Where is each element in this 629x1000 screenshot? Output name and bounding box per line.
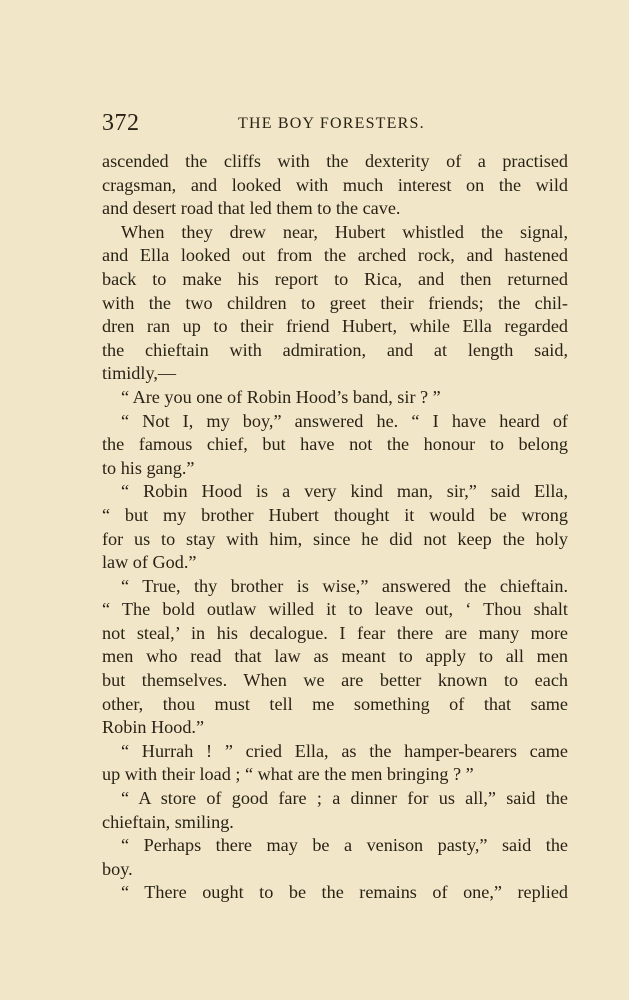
text-line: and desert road that led them to the cave. xyxy=(102,198,401,219)
text-line: “ There ought to be the remains of one,” replied xyxy=(121,882,568,903)
text-line: “ Are you one of Robin Hood’s band, sir ? ” xyxy=(121,386,441,407)
text-line: cragsman, and looked with much interest on the wild xyxy=(102,174,568,195)
text-line: up with their load ; “ what are the men bringing ? ” xyxy=(102,764,474,785)
text-line: the chieftain with admiration, and at length said, xyxy=(102,339,568,360)
text-line: but themselves. When we are better known to each xyxy=(102,670,568,691)
text-line: men who read that law as meant to apply to all men xyxy=(102,646,568,667)
text-line: with the two children to greet their friends; the chil- xyxy=(102,292,568,313)
text-line: for us to stay with him, since he did not keep the holy xyxy=(102,528,568,549)
text-line: the famous chief, but have not the honour to belong xyxy=(102,434,568,455)
text-line: chieftain, smiling. xyxy=(102,811,234,832)
text-line: “ True, thy brother is wise,” answered the chieftain. xyxy=(121,575,568,596)
text-line: “ but my brother Hubert thought it would be wrong xyxy=(102,504,568,525)
text-line: “ Robin Hood is a very kind man, sir,” said Ella, xyxy=(121,481,568,502)
page-header xyxy=(102,110,568,136)
body-text xyxy=(102,150,568,905)
text-line: and Ella looked out from the arched rock, and hastened xyxy=(102,245,568,266)
running-title: THE BOY FORESTERS. xyxy=(238,115,425,132)
text-line: boy. xyxy=(102,858,133,879)
text-line: dren ran up to their friend Hubert, while Ella regarded xyxy=(102,316,568,337)
text-line: to his gang.” xyxy=(102,457,195,478)
text-line: law of God.” xyxy=(102,552,197,573)
text-line: ascended the cliffs with the dexterity of a practised xyxy=(102,151,568,171)
text-line: “ Hurrah ! ” cried Ella, as the hamper-bearers came xyxy=(121,740,568,761)
text-line: Robin Hood.” xyxy=(102,717,205,738)
text-line: “ Perhaps there may be a venison pasty,” said the xyxy=(121,835,568,856)
text-line: other, thou must tell me something of that same xyxy=(102,693,568,714)
text-line: “ A store of good fare ; a dinner for us all,” said the xyxy=(121,788,568,809)
text-line: not steal,’ in his decalogue. I fear there are many more xyxy=(102,622,568,643)
text-line: “ The bold outlaw willed it to leave out, ‘ Thou shalt xyxy=(102,599,568,620)
text-line: back to make his report to Rica, and then returned xyxy=(102,268,568,289)
text-line: timidly,— xyxy=(102,363,177,384)
text-line: When they drew near, Hubert whistled the signal, xyxy=(121,221,568,242)
page-number: 372 xyxy=(102,110,140,136)
text-line: “ Not I, my boy,” answered he. “ I have heard of xyxy=(121,410,568,431)
